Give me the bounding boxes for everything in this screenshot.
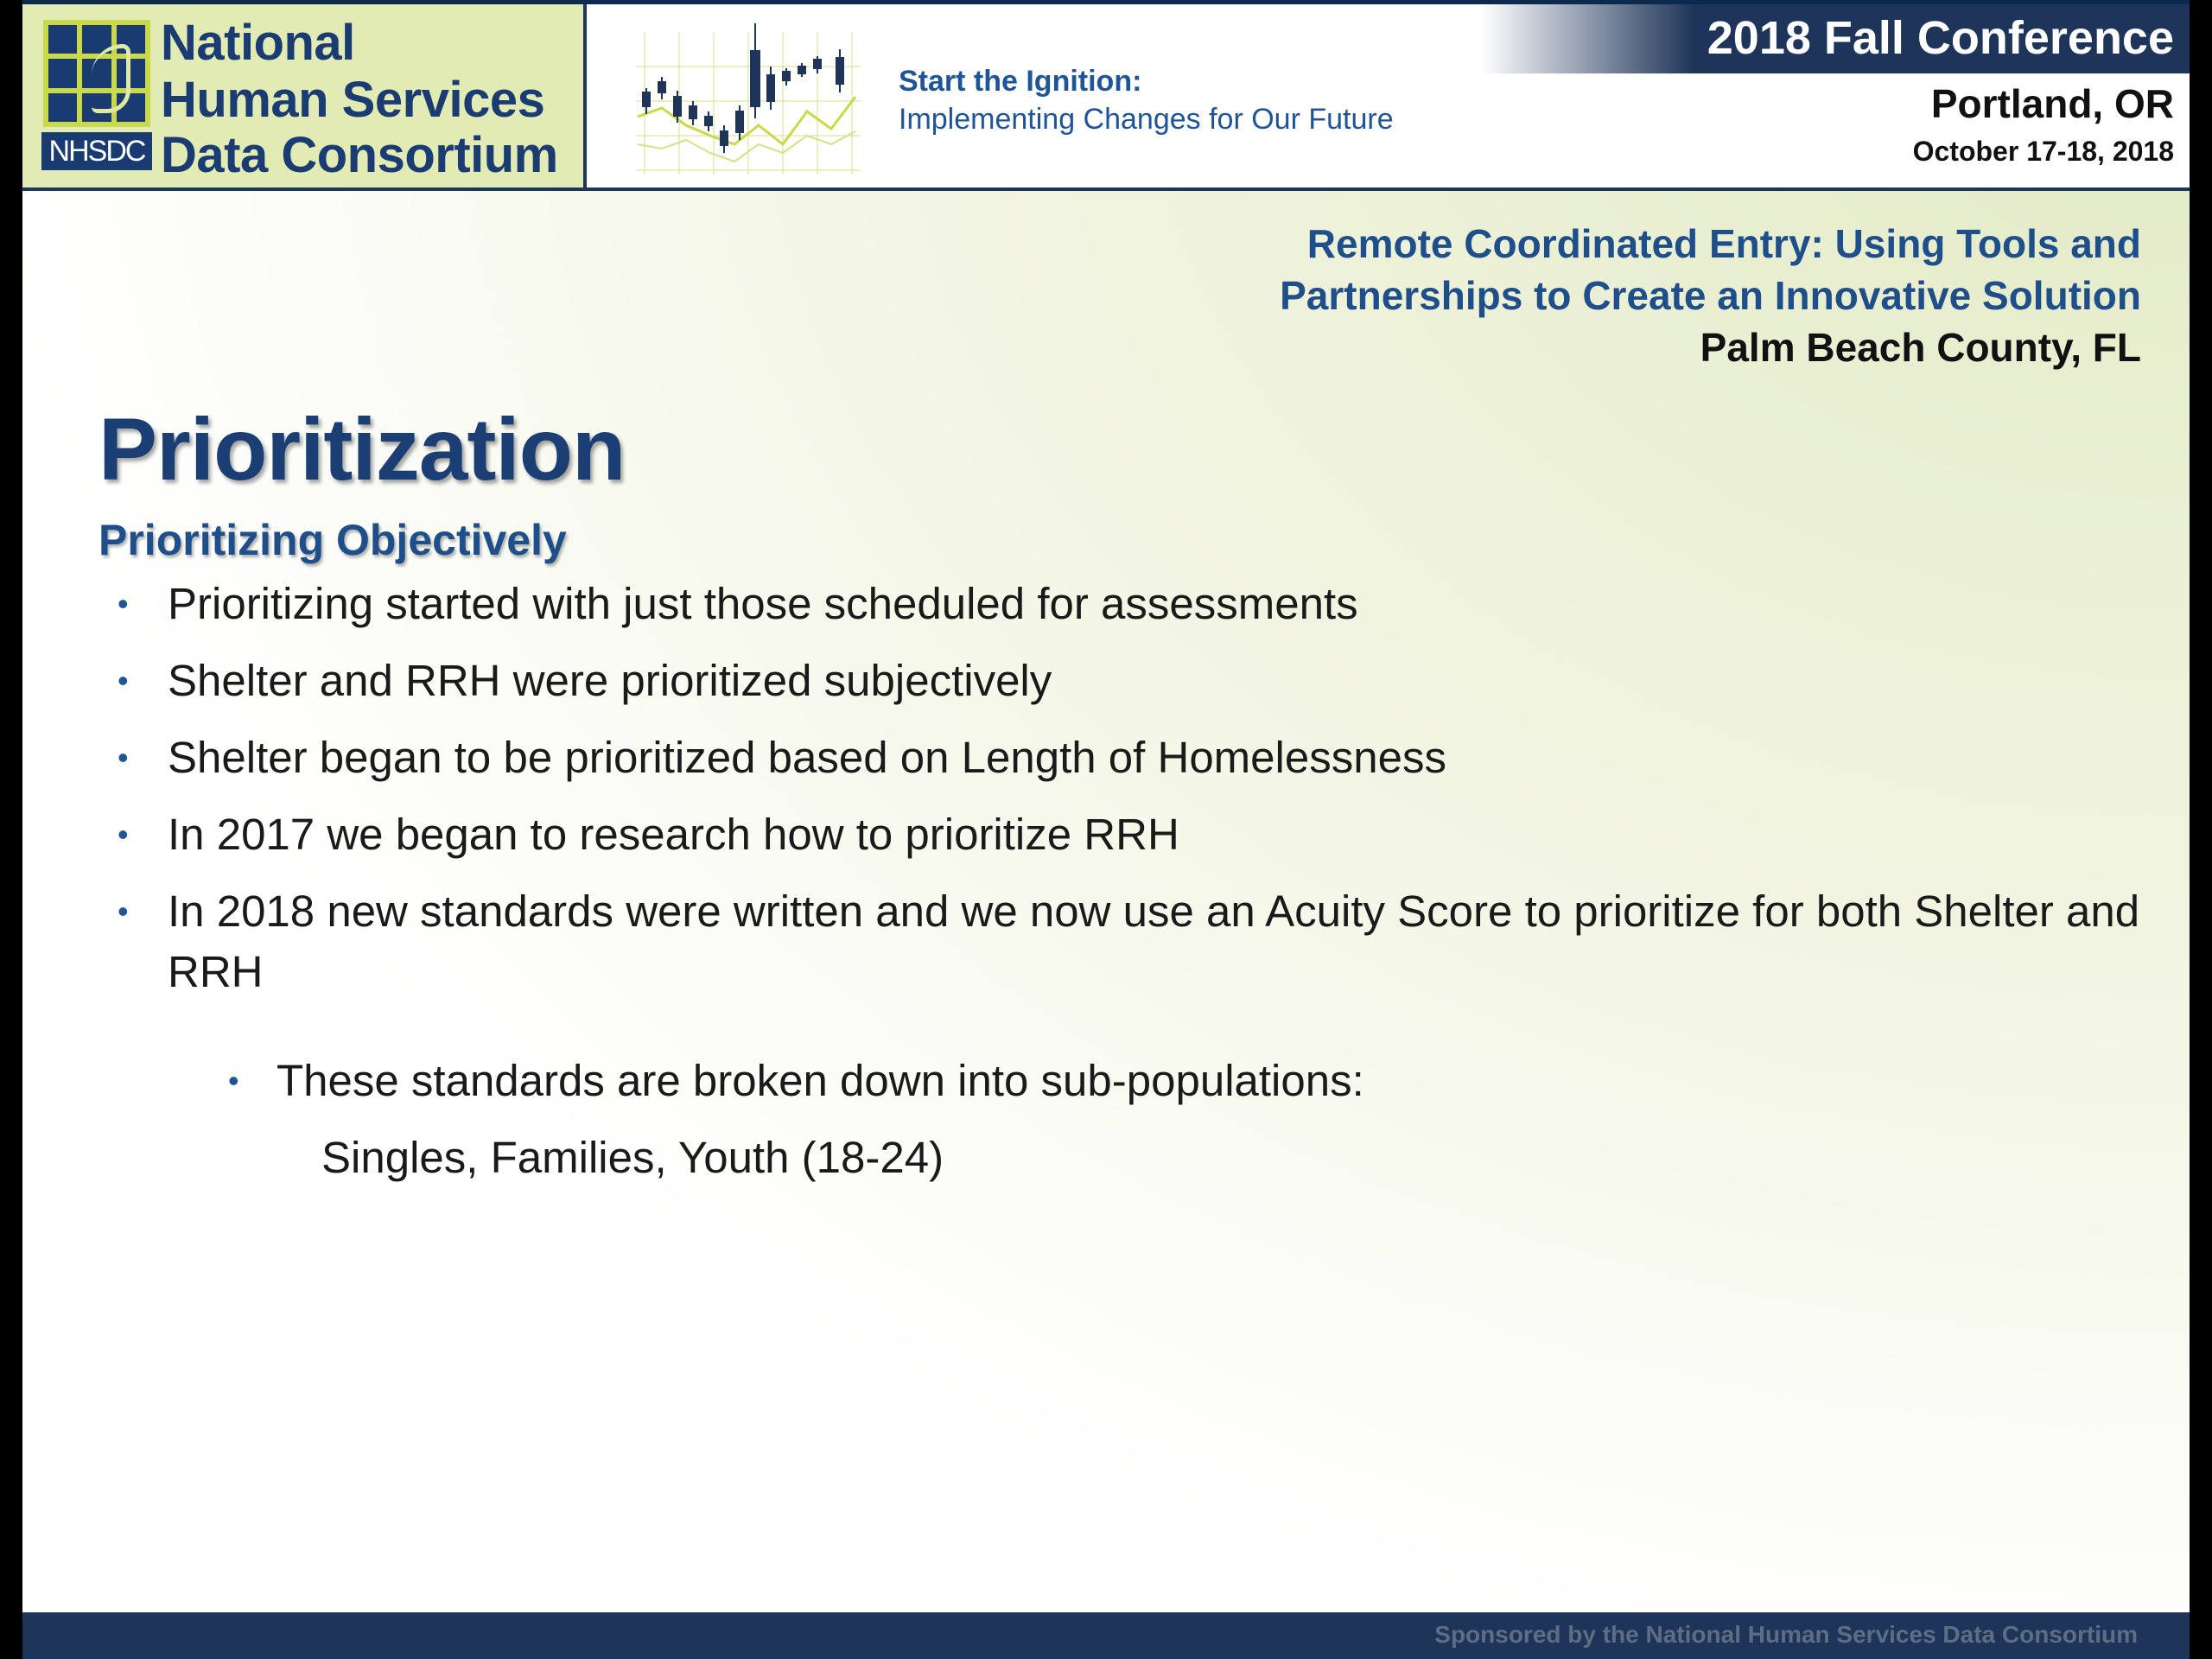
bullet-item	[99, 804, 2172, 865]
slide-subtitle: Prioritizing Objectively	[99, 516, 567, 564]
conference-theme-subtitle: Implementing Changes for Our Future	[899, 103, 1394, 136]
slide-title: Prioritization	[99, 400, 626, 499]
bullet-icon: •	[118, 817, 129, 852]
org-abbreviation: NHSDC	[41, 132, 152, 170]
org-logo	[22, 4, 587, 188]
slide	[22, 0, 2190, 1659]
bullet-item	[99, 881, 2172, 1002]
conference-dates: October 17-18, 2018	[1912, 136, 2174, 167]
bullet-text: In 2017 we began to research how to prioritize RRH	[168, 810, 1179, 859]
bullet-text: Prioritizing started with just those scheduled for assessments	[168, 579, 1358, 628]
bullet-icon: •	[118, 740, 129, 775]
logo-grid-icon	[43, 20, 150, 127]
conference-title: 2018 Fall Conference	[1707, 12, 2174, 64]
bullet-icon: •	[228, 1063, 239, 1098]
bullet-icon: •	[118, 663, 129, 698]
org-name-line-2: Human Services	[161, 72, 545, 128]
conference-header	[22, 4, 2190, 191]
bullet-text: Shelter began to be prioritized based on Length of Homelessness	[168, 733, 1446, 782]
bullet-item	[99, 728, 2172, 788]
sub-bullet-item	[99, 1051, 2172, 1111]
bullet-item	[99, 651, 2172, 711]
bullet-icon: •	[118, 586, 129, 621]
bullet-text: In 2018 new standards were written and we now use an Acuity Score to prioritize for both Shelter and RRH	[168, 887, 2140, 996]
sub-populations-line: Singles, Families, Youth (18-24)	[321, 1133, 944, 1182]
session-location: Palm Beach County, FL	[1700, 325, 2141, 370]
session-title-line-2: Partnerships to Create an Innovative Solution	[1280, 273, 2141, 318]
org-name-line-3: Data Consortium	[161, 127, 558, 183]
conference-city: Portland, OR	[1930, 81, 2174, 126]
conference-theme-title: Start the Ignition:	[899, 65, 1142, 98]
session-title-block	[1280, 218, 2141, 373]
bullet-list	[99, 574, 2172, 1188]
footer-bar	[22, 1612, 2190, 1659]
bullet-icon: •	[118, 893, 129, 929]
session-title-line-1: Remote Coordinated Entry: Using Tools and	[1306, 221, 2141, 266]
sub-bullet-text: These standards are broken down into sub-populations:	[276, 1056, 1364, 1105]
bullet-item	[99, 574, 2172, 634]
conference-banner	[1481, 4, 2190, 73]
bullet-text: Shelter and RRH were prioritized subjectively	[168, 656, 1052, 705]
sponsor-text: Sponsored by the National Human Services Data Consortium	[1434, 1621, 2138, 1648]
candlestick-chart-icon	[627, 15, 869, 179]
org-name-line-1: National	[161, 15, 355, 71]
